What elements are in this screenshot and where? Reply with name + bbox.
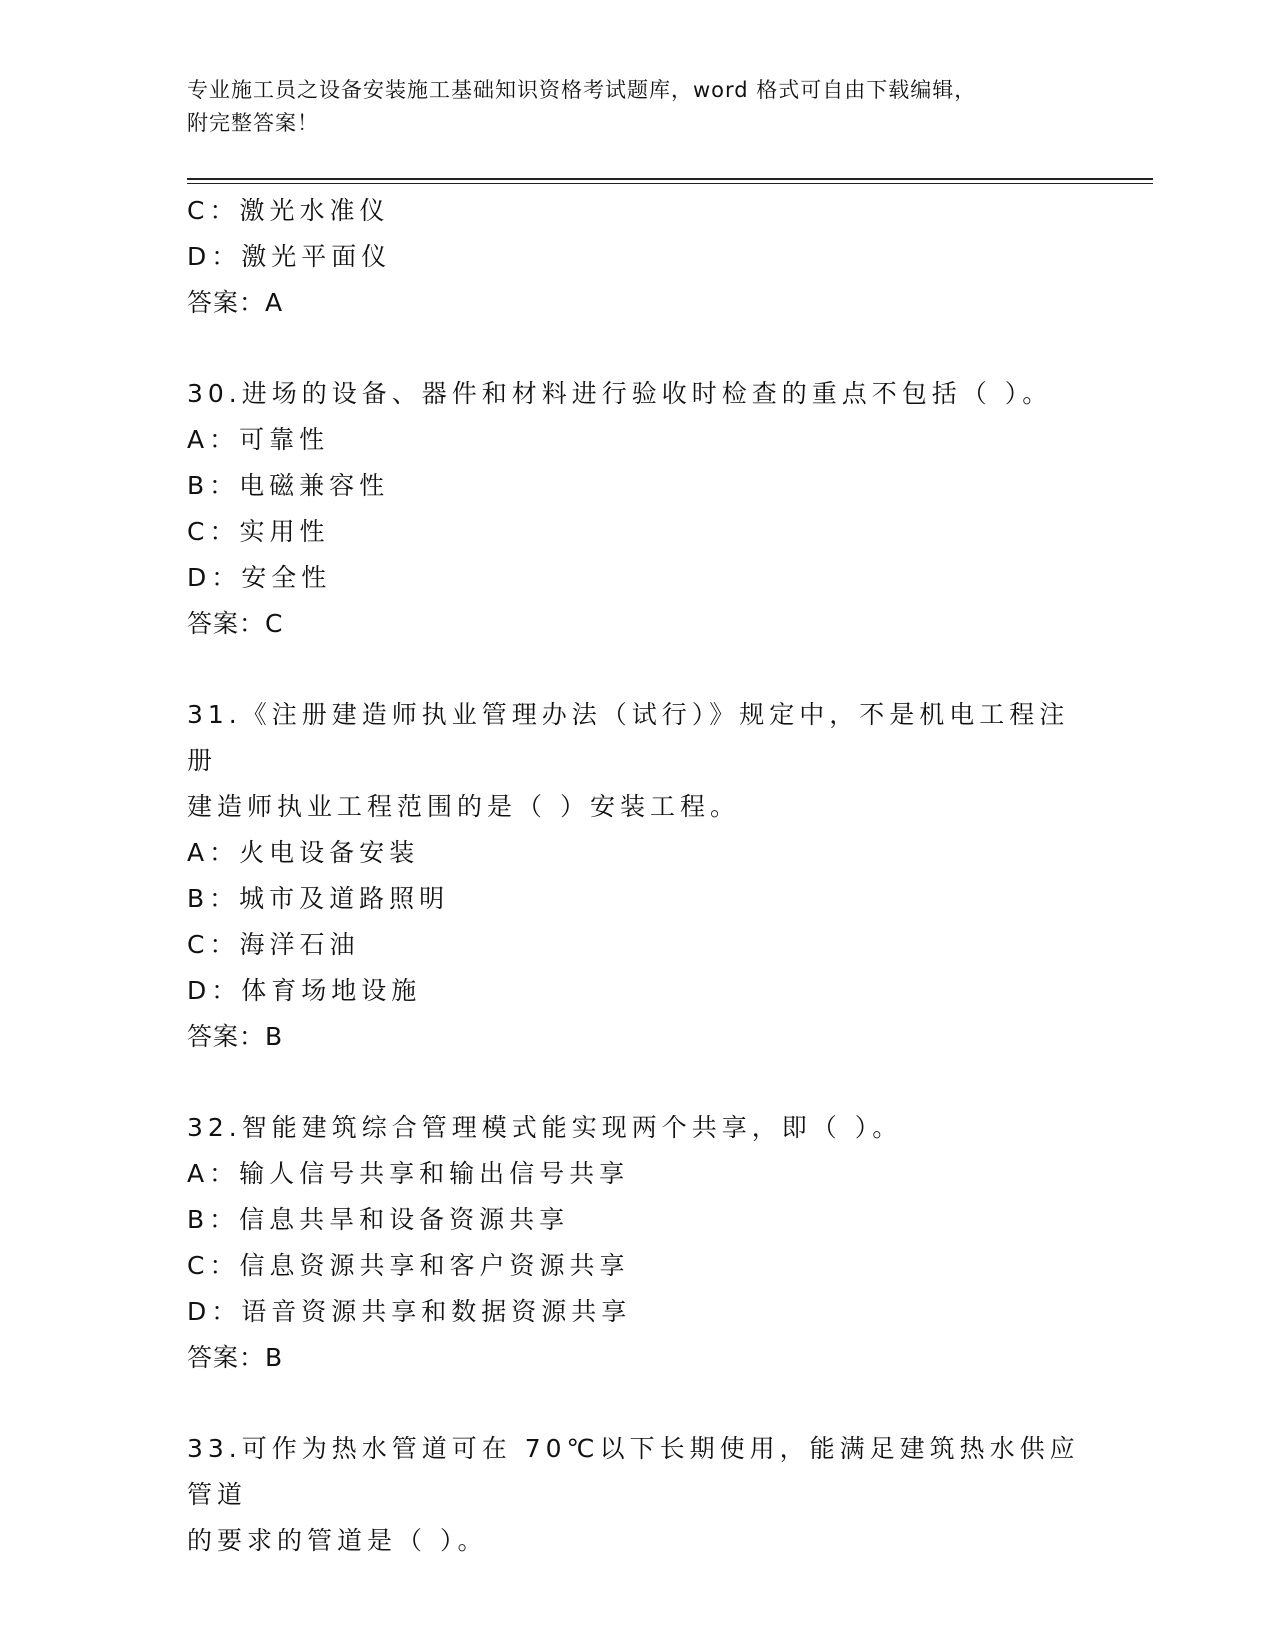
header-divider — [187, 178, 1153, 184]
option-a: A：火电设备安装 — [187, 838, 420, 867]
question-33 — [187, 1426, 1087, 1564]
option-d: D：体育场地设施 — [187, 976, 422, 1005]
option-d: D：激光平面仪 — [187, 242, 392, 271]
question-spacer — [187, 326, 1087, 371]
question-32 — [187, 1105, 1087, 1381]
answer-line: 答案：B — [187, 1343, 284, 1372]
option-c: C：实用性 — [187, 517, 330, 546]
answer-line: 答案：A — [187, 288, 284, 317]
option-a: A：输人信号共享和输出信号共享 — [187, 1159, 630, 1188]
option-d: D：语音资源共享和数据资源共享 — [187, 1297, 632, 1326]
question-stem-line-1: 31.《注册建造师执业管理办法（试行）》规定中，不是机电工程注册 — [187, 700, 1070, 775]
option-c: C：信息资源共享和客户资源共享 — [187, 1251, 630, 1280]
question-stem: 32.智能建筑综合管理模式能实现两个共享，即（ ）。 — [187, 1113, 903, 1142]
option-c: C：海洋石油 — [187, 930, 360, 959]
header-line-1: 专业施工员之设备安装施工基础知识资格考试题库，word 格式可自由下载编辑， — [187, 78, 977, 102]
question-spacer — [187, 1060, 1087, 1105]
question-29-tail — [187, 188, 1087, 326]
option-d: D：安全性 — [187, 563, 332, 592]
option-b: B：信息共旱和设备资源共享 — [187, 1205, 570, 1234]
question-stem-line-1: 33.可作为热水管道可在 70℃以下长期使用，能满足建筑热水供应管道 — [187, 1434, 1080, 1509]
question-spacer — [187, 1381, 1087, 1426]
option-c: C：激光水准仪 — [187, 196, 390, 225]
option-b: B：电磁兼容性 — [187, 471, 390, 500]
question-stem: 30.进场的设备、器件和材料进行验收时检查的重点不包括（ ）。 — [187, 379, 1053, 408]
question-content — [187, 188, 1087, 1564]
option-b: B：城市及道路照明 — [187, 884, 450, 913]
question-30 — [187, 371, 1087, 647]
answer-line: 答案：C — [187, 609, 284, 638]
answer-line: 答案：B — [187, 1022, 284, 1051]
question-stem-line-2: 的要求的管道是（ ）。 — [187, 1526, 488, 1555]
question-spacer — [187, 647, 1087, 692]
header-line-2: 附完整答案！ — [187, 111, 319, 135]
question-stem-line-2: 建造师执业工程范围的是（ ）安装工程。 — [187, 792, 740, 821]
option-a: A：可靠性 — [187, 425, 330, 454]
document-header — [187, 74, 1067, 140]
question-31 — [187, 692, 1087, 1060]
